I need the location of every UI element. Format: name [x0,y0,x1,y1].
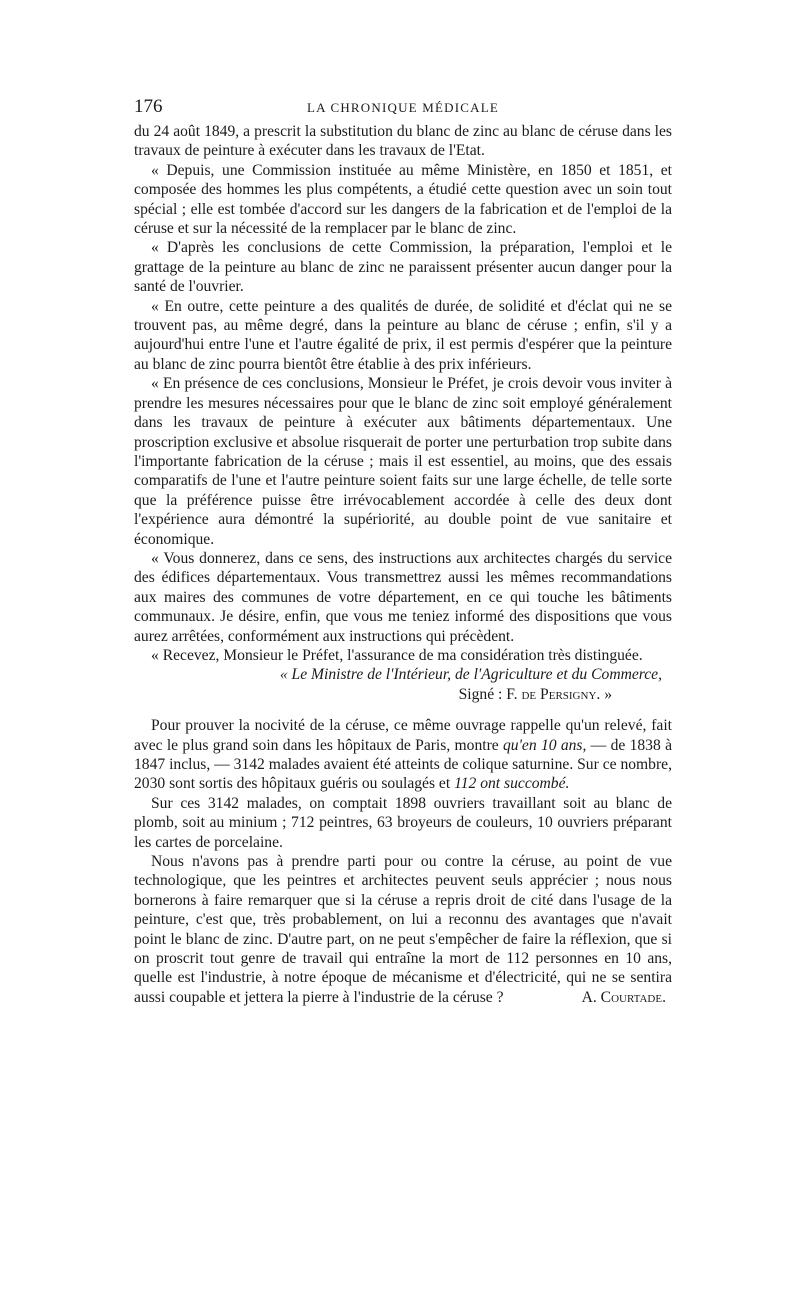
author-signature: A. Courtade. [581,988,666,1006]
paragraph: « En outre, cette peinture a des qualités de durée, de solidité et d'éclat qui ne se trouvent pas, au même degré, dans la peinture au blanc de céruse ; enfin, s'il y a aujourd'hui entre l'une et l'autre égalité de prix, il est permis d'espérer que la peinture au blanc de zinc pourra bientôt être établie à des prix inférieurs. [134,297,672,373]
signed-prefix: Signé : F. [458,685,522,703]
text-run: Nous n'avons pas à prendre parti pour ou contre la céruse, au point de vue technologique, que les peintres et architectes peuvent seuls apprécier ; nous nous bornerons à faire remarquer que si la céruse a repris droit de cité dans l'usage de la peinture, c'est que, très probablement, on lui a reconnu des avantages que n'avait point le blanc de zinc. D'autre part, on ne peut s'empêcher de faire la réflexion, que si on proscrit tout genre de travail qui entraîne la mort de 112 personnes en 10 ans, quelle est l'industrie, à notre époque de mécanisme et d'électricité, qui ne se sentira aussi coupable et jettera la pierre à l'industrie de la céruse ? [134,853,672,1006]
paragraph: « Recevez, Monsieur le Préfet, l'assurance de ma considération très distinguée. [151,646,643,664]
text-run: — de 1838 à 1847 inclus, — 3142 malades avaient été atteints de colique saturnine. Sur ce nombre, 2030 sont sortis des hôpitaux guéris ou soulagés et [134,736,672,793]
paragraph: du 24 août 1849, a prescrit la substitution du blanc de zinc au blanc de céruse dans les travaux de peinture à exécuter dans les travaux de l'Etat. [134,123,672,160]
text-run: Pour prouver la nocivité de la céruse, ce même ouvrage rappelle qu'un relevé, fait avec le plus grand soin dans les hôpitaux de Paris, montre [134,717,672,754]
running-title: LA CHRONIQUE MÉDICALE [306,100,500,115]
paragraph: « Vous donnerez, dans ce sens, des instructions aux architectes chargés du service des édifices départementaux. Vous transmettrez aussi les mêmes recommandations aux maires des communes de votre département, en ce qui touche les bâtiments communaux. Je désire, enfin, que vous me teniez informé des dispositions que vous aurez arrêtées, conformément aux instructions qui précèdent. [134,549,672,645]
paragraph: « D'après les conclusions de cette Commission, la préparation, l'emploi et le grattage de la peinture au blanc de zinc ne paraissent présenter aucun danger pour la santé de l'ouvrier. [134,239,672,296]
paragraph [134,852,672,1007]
article-body [134,122,672,1007]
signed-name: de Persigny. [521,685,601,703]
paragraph: Sur ces 3142 malades, on comptait 1898 ouvriers travaillant soit au blanc de plomb, soit au minium ; 712 peintres, 63 broyeurs de couleurs, 10 ouvriers préparant les cartes de porcelaine. [134,794,672,851]
signature-name [134,685,672,704]
signed-suffix: » [600,685,612,703]
page-number: 176 [134,96,163,117]
italic-run: 112 ont succombé. [454,775,570,793]
paragraph: « Depuis, une Commission instituée au même Ministère, en 1850 et 1851, et composée des hommes les plus compétents, a étudié cette question avec un soin tout spécial ; elle est tombée d'accord sur les dangers de la fabrication et de l'emploi de la céruse et sur la nécessité de la remplacer par le blanc de zinc. [134,161,672,238]
paragraph: « En présence de ces conclusions, Monsieur le Préfet, je crois devoir vous inviter à prendre les mesures nécessaires pour que le blanc de zinc soit employé généralement dans les travaux de peinture à exécuter aux bâtiments départementaux. Une proscription exclusive et absolue risquerait de porter une perturbation trop subite dans l'importante fabrication de la céruse ; mais il est essentiel, au moins, que des essais comparatifs de l'une et l'autre peinture soient faits sur une large échelle, de telle sorte que la préférence puisse être irrévocablement accordée à celle des deux dont l'expérience aura démontré la supériorité, au double point de vue sanitaire et économique. [134,375,672,548]
italic-run: qu'en 10 ans, [503,736,587,754]
paragraph [134,716,672,794]
page-header [134,96,672,122]
page [134,96,672,1007]
signature-title: « Le Ministre de l'Intérieur, de l'Agriculture et du Commerce, [279,666,662,684]
